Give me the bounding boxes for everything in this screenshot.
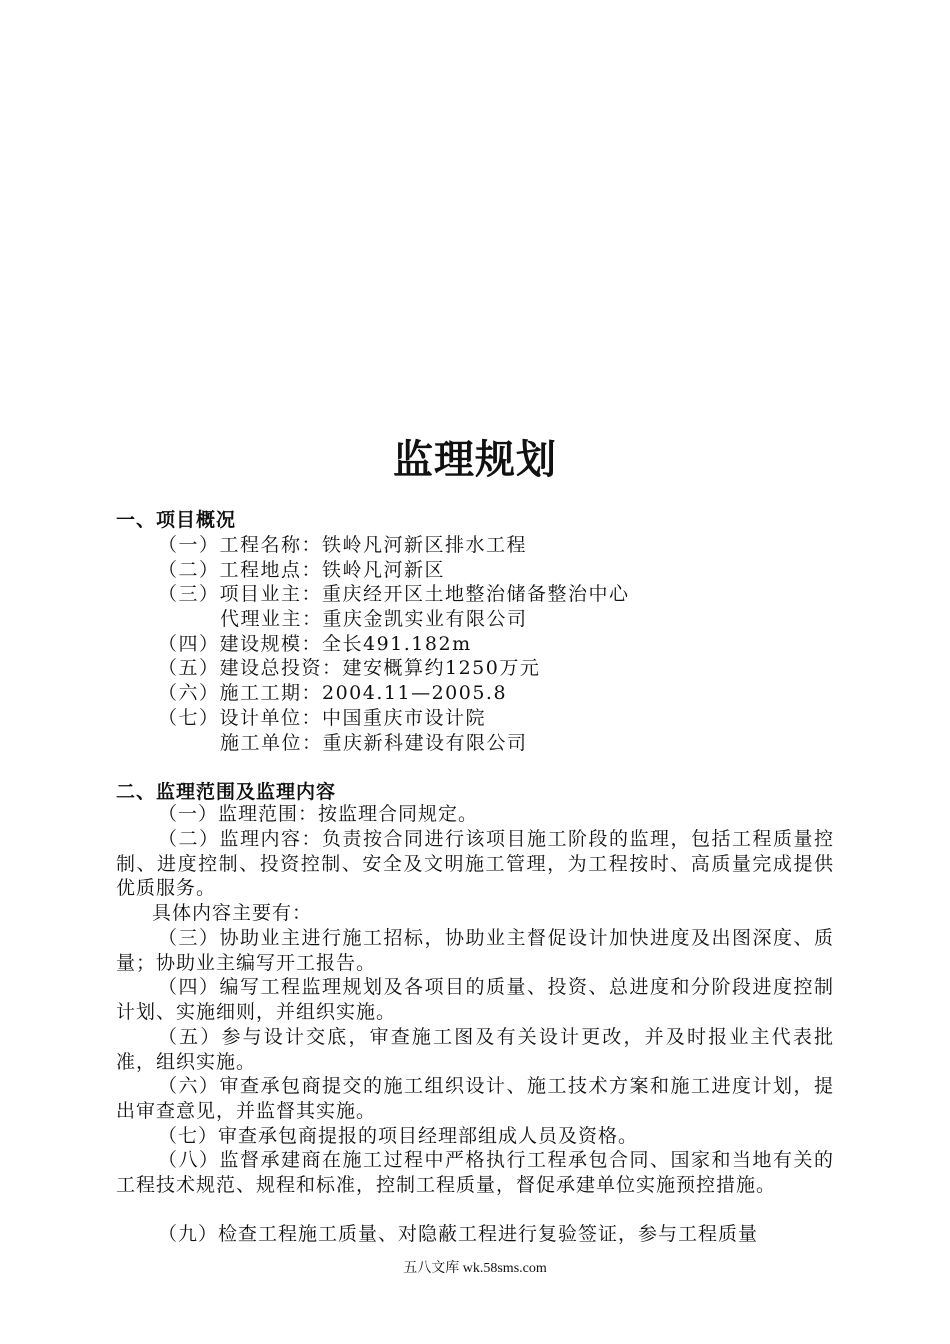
scope-paragraph: （五）参与设计交底，审查施工图及有关设计更改，并及时报业主代表批准，组织实施。 [116,1026,834,1073]
overview-item-scale: （四）建设规模：全长491.182m [158,633,472,655]
scope-paragraph: （二）监理内容：负责按合同进行该项目施工阶段的监理，包括工程质量控制、进度控制、投资控制、安全及文明施工管理，为工程按时、高质量完成提供优质服务。 [116,828,834,900]
scope-paragraph: （三）协助业主进行施工招标，协助业主督促设计加快进度及出图深度、质量；协助业主编写开工报告。 [116,927,834,974]
scope-paragraph: （八）监督承建商在施工过程中严格执行工程承包合同、国家和当地有关的工程技术规范、规程和标准，控制工程质量，督促承建单位实施预控措施。 [116,1149,834,1196]
overview-item-duration: （六）施工工期：2004.11—2005.8 [158,682,508,704]
overview-item-contractor: 施工单位：重庆新科建设有限公司 [220,732,528,754]
overview-item-designer: （七）设计单位：中国重庆市设计院 [158,707,487,729]
scope-paragraph: 具体内容主要有： [152,902,313,924]
scope-paragraph: （四）编写工程监理规划及各项目的质量、投资、总进度和分阶段进度控制计划、实施细则，并组织实施。 [116,976,834,1023]
scope-paragraph: （一）监理范围：按监理合同规定。 [158,803,479,825]
section-heading-overview: 一、项目概况 [116,509,237,531]
document-title: 监理规划 [393,437,557,483]
scope-paragraph: （九）检查工程施工质量、对隐蔽工程进行复验签证，参与工程质量 [158,1223,759,1245]
scope-paragraph: （七）审查承包商提报的项目经理部组成人员及资格。 [158,1125,639,1147]
footer-watermark: 五八文库 wk.58sms.com [403,1261,547,1276]
overview-item-agent-owner: 代理业主：重庆金凯实业有限公司 [220,608,528,630]
section-heading-scope: 二、监理范围及监理内容 [116,781,337,803]
overview-item-owner: （三）项目业主：重庆经开区土地整治储备整治中心 [158,583,630,605]
overview-item-investment: （五）建设总投资：建安概算约1250万元 [158,657,541,679]
overview-item-location: （二）工程地点：铁岭凡河新区 [158,559,446,581]
scope-paragraph: （六）审查承包商提交的施工组织设计、施工技术方案和施工进度计划，提出审查意见，并监督其实施。 [116,1075,834,1122]
overview-item-project-name: （一）工程名称：铁岭凡河新区排水工程 [158,534,528,556]
